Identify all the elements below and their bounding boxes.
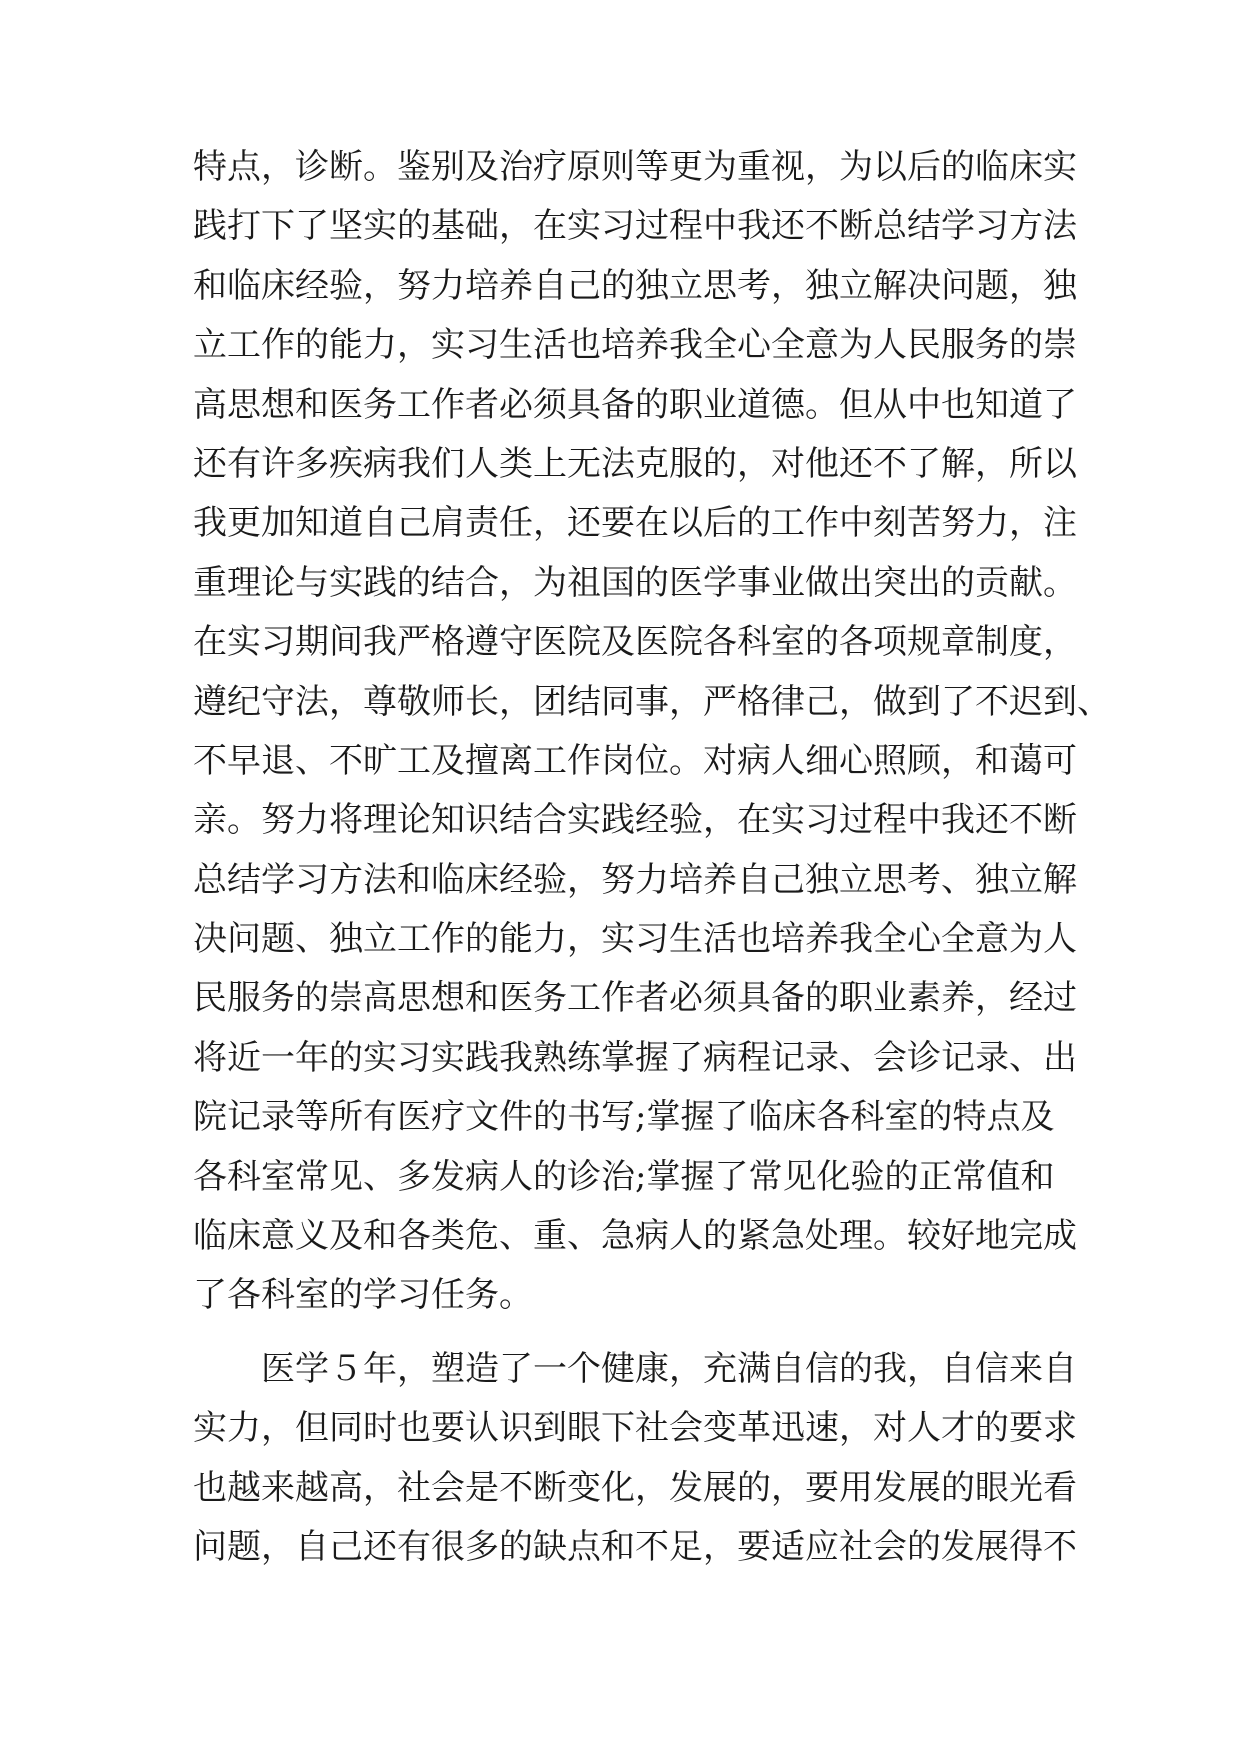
text-line: 高思想和医务工作者必须具备的职业道德。但从中也知道了 — [193, 384, 1077, 425]
text-line: 亲。努力将理论知识结合实践经验，在实习过程中我还不断 — [193, 800, 1077, 841]
text-line: 不早退、不旷工及擅离工作岗位。对病人细心照顾，和蔼可 — [193, 740, 1077, 781]
text-line: 院记录等所有医疗文件的书写;掌握了临床各科室的特点及 — [193, 1097, 1055, 1138]
text-line: 在实习期间我严格遵守医院及医院各科室的各项规章制度， — [193, 622, 1077, 663]
text-line: 医学５年，塑造了一个健康，充满自信的我，自信来自 — [261, 1348, 1077, 1389]
text-line: 将近一年的实习实践我熟练掌握了病程记录、会诊记录、出 — [193, 1037, 1077, 1078]
document-body — [193, 138, 1111, 1577]
text-line: 实力，但同时也要认识到眼下社会变革迅速，对人才的要求 — [193, 1408, 1077, 1449]
text-line: 特点，诊断。鉴别及治疗原则等更为重视，为以后的临床实 — [193, 147, 1077, 187]
text-line: 践打下了坚实的基础，在实习过程中我还不断总结学习方法 — [193, 206, 1077, 247]
paragraph-1 — [193, 138, 1111, 1326]
paragraph-spacer — [193, 1326, 1053, 1340]
text-line: 遵纪守法，尊敬师长，团结同事，严格律己，做到了不迟到、 — [193, 681, 1111, 722]
text-line: 决问题、独立工作的能力，实习生活也培养我全心全意为人 — [193, 919, 1077, 960]
text-line: 还有许多疾病我们人类上无法克服的，对他还不了解，所以 — [193, 443, 1077, 484]
text-line: 了各科室的学习任务。 — [193, 1275, 533, 1316]
text-line: 总结学习方法和临床经验，努力培养自己独立思考、独立解 — [193, 859, 1077, 900]
text-line: 也越来越高，社会是不断变化，发展的，要用发展的眼光看 — [193, 1467, 1077, 1508]
text-line: 临床意义及和各类危、重、急病人的紧急处理。较好地完成 — [193, 1216, 1077, 1257]
text-line: 重理论与实践的结合，为祖国的医学事业做出突出的贡献。 — [193, 562, 1077, 603]
text-line: 我更加知道自己肩责任，还要在以后的工作中刻苦努力，注 — [193, 503, 1077, 544]
text-line: 和临床经验，努力培养自己的独立思考，独立解决问题，独 — [193, 265, 1077, 306]
text-line: 问题，自己还有很多的缺点和不足，要适应社会的发展得不 — [193, 1526, 1077, 1567]
text-line: 民服务的崇高思想和医务工作者必须具备的职业素养，经过 — [193, 978, 1077, 1019]
paragraph-2 — [193, 1340, 1077, 1578]
text-line: 各科室常见、多发病人的诊治;掌握了常见化验的正常值和 — [193, 1156, 1055, 1197]
text-line: 立工作的能力，实习生活也培养我全心全意为人民服务的崇 — [193, 325, 1077, 366]
